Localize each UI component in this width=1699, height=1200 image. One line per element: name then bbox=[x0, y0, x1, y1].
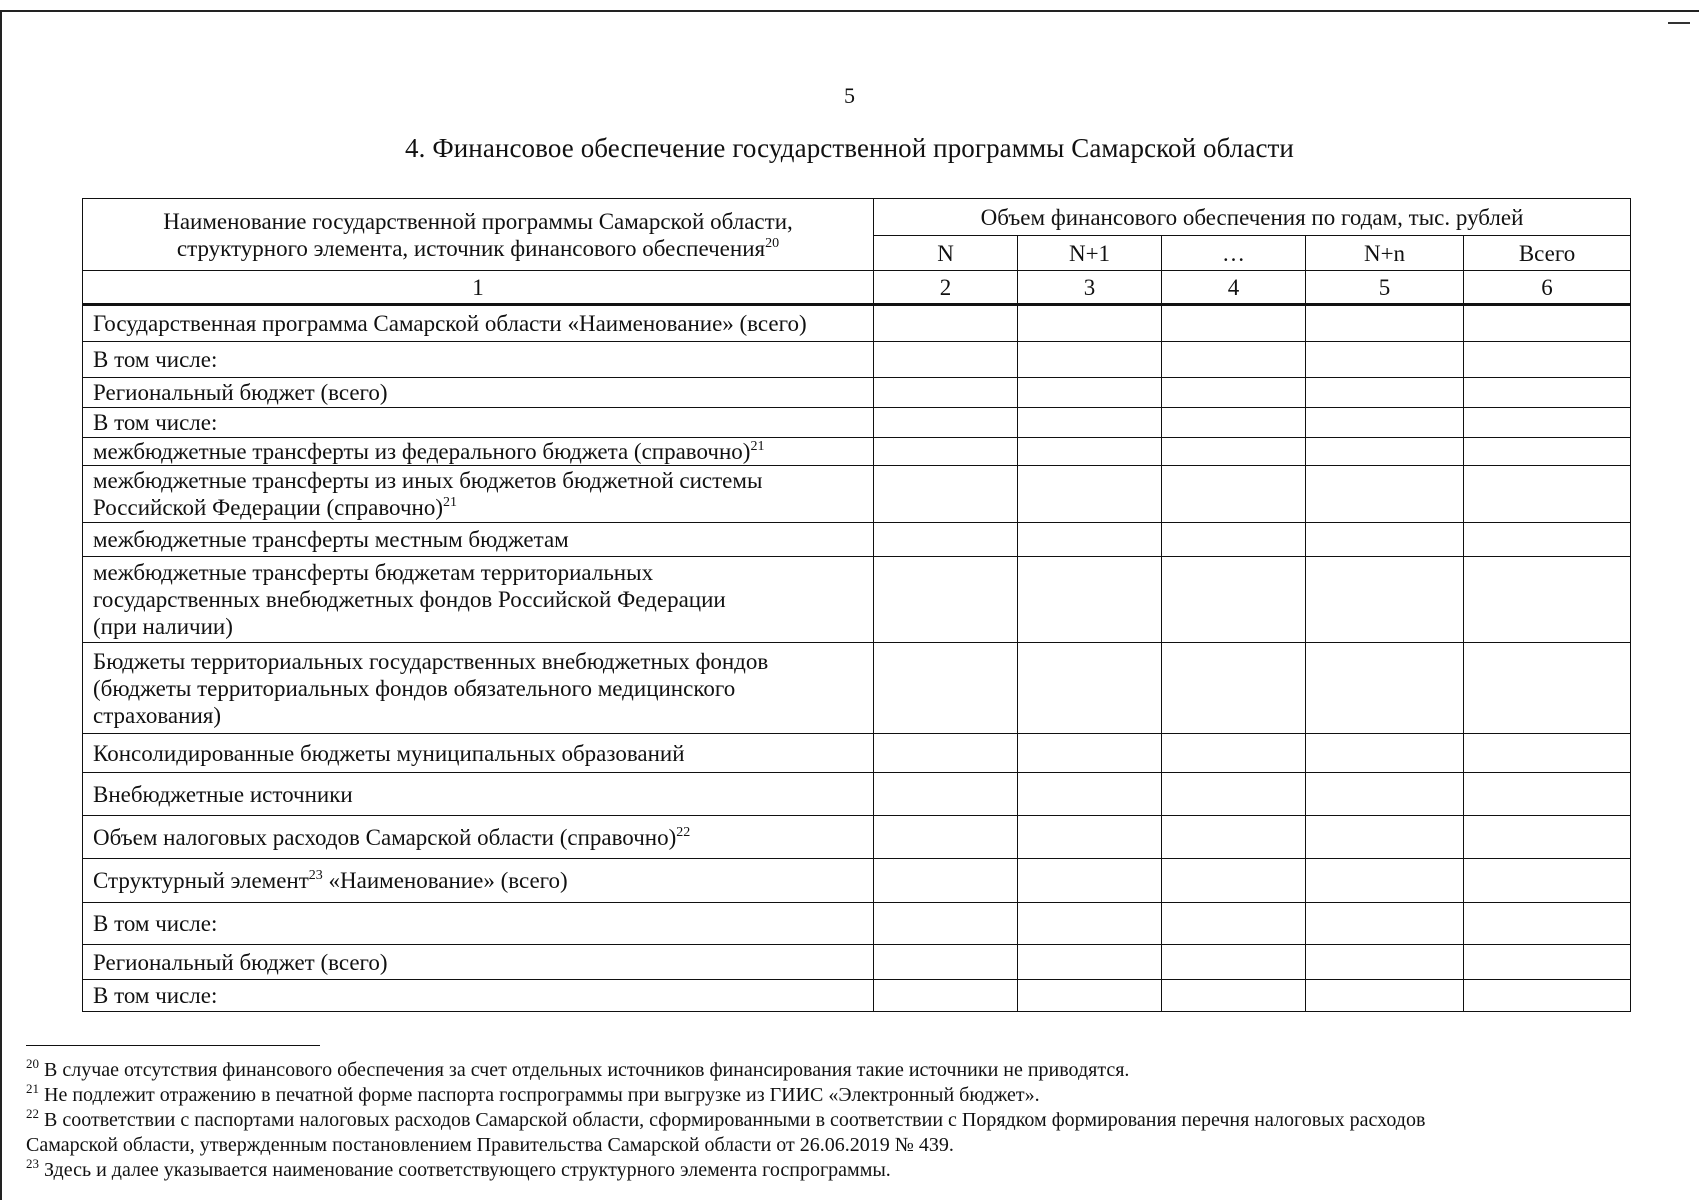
value-cell bbox=[1306, 378, 1464, 408]
row-label: В том числе: bbox=[83, 342, 874, 378]
row-label-line: (бюджеты территориальных фондов обязательного медицинского bbox=[93, 675, 736, 701]
scan-mark bbox=[1668, 22, 1690, 24]
year-header-n-plus-n: N+n bbox=[1306, 236, 1464, 271]
row-label: Внебюджетные источники bbox=[83, 773, 874, 816]
row-label-line: государственных внебюджетных фондов Российской Федерации bbox=[93, 587, 726, 612]
year-header-n-plus-1: N+1 bbox=[1018, 236, 1162, 271]
row-label bbox=[83, 816, 874, 859]
scan-border-left bbox=[0, 10, 2, 1200]
value-cell bbox=[1162, 816, 1306, 859]
value-cell bbox=[1018, 305, 1162, 342]
row-label-line: Бюджеты территориальных государственных внебюджетных фондов bbox=[93, 648, 769, 674]
table-row bbox=[83, 734, 1631, 773]
value-cell bbox=[1162, 408, 1306, 438]
value-cell bbox=[1018, 816, 1162, 859]
footnote-number: 21 bbox=[26, 1081, 39, 1096]
value-cell bbox=[1306, 980, 1464, 1012]
footnote-text: Самарской области, утвержденным постановлением Правительства Самарской области от 26.06.2019 № 439. bbox=[26, 1134, 954, 1156]
table-row bbox=[83, 980, 1631, 1012]
value-cell bbox=[1018, 734, 1162, 773]
value-cell bbox=[1464, 408, 1631, 438]
value-cell bbox=[874, 734, 1018, 773]
section-title: 4. Финансовое обеспечение государственной программы Самарской области bbox=[405, 133, 1294, 163]
footnote-text: Не подлежит отражению в печатной форме паспорта госпрограммы при выгрузке из ГИИС «Электронный бюджет». bbox=[44, 1084, 1040, 1106]
value-cell bbox=[1018, 557, 1162, 643]
row-label bbox=[83, 859, 874, 903]
row-label bbox=[83, 557, 874, 643]
row-label: Региональный бюджет (всего) bbox=[83, 945, 874, 980]
value-cell bbox=[1306, 557, 1464, 643]
footnote bbox=[26, 1158, 1666, 1183]
value-cell bbox=[1306, 643, 1464, 734]
column-number: 2 bbox=[874, 271, 1018, 305]
year-header-n: N bbox=[874, 236, 1018, 271]
name-column-header bbox=[83, 199, 874, 271]
footnote-number: 20 bbox=[26, 1056, 39, 1071]
value-cell bbox=[874, 903, 1018, 945]
value-cell bbox=[874, 305, 1018, 342]
value-cell bbox=[1464, 903, 1631, 945]
value-cell bbox=[1464, 980, 1631, 1012]
row-label-line: (при наличии) bbox=[93, 614, 233, 639]
value-cell bbox=[1306, 523, 1464, 557]
column-number: 1 bbox=[83, 271, 874, 305]
row-label-text: Объем налоговых расходов Самарской области (справочно) bbox=[93, 824, 677, 850]
value-cell bbox=[1464, 945, 1631, 980]
financing-table bbox=[82, 198, 1631, 1012]
value-cell bbox=[1162, 945, 1306, 980]
value-cell bbox=[1018, 342, 1162, 378]
value-cell bbox=[874, 557, 1018, 643]
value-cell bbox=[1306, 859, 1464, 903]
footnote-text: В соответствии с паспортами налоговых расходов Самарской области, сформированными в соответствии с Порядком формирования перечня налоговых расходов bbox=[44, 1109, 1426, 1131]
value-cell bbox=[1018, 523, 1162, 557]
table-row bbox=[83, 378, 1631, 408]
table-row bbox=[83, 438, 1631, 466]
footnote-ref: 23 bbox=[308, 868, 323, 883]
value-cell bbox=[1306, 945, 1464, 980]
value-cell bbox=[1464, 643, 1631, 734]
value-cell bbox=[1306, 816, 1464, 859]
value-cell bbox=[1018, 643, 1162, 734]
column-number: 3 bbox=[1018, 271, 1162, 305]
value-cell bbox=[1162, 859, 1306, 903]
value-cell bbox=[1018, 438, 1162, 466]
footnote bbox=[26, 1083, 1666, 1108]
row-label: Региональный бюджет (всего) bbox=[83, 378, 874, 408]
row-label-text: межбюджетные трансферты из федерального бюджета (справочно) bbox=[93, 439, 751, 464]
value-cell bbox=[874, 980, 1018, 1012]
value-cell bbox=[1306, 408, 1464, 438]
value-cell bbox=[1464, 438, 1631, 466]
value-cell bbox=[1464, 305, 1631, 342]
table-row bbox=[83, 773, 1631, 816]
value-cell bbox=[1162, 643, 1306, 734]
footnote bbox=[26, 1058, 1666, 1083]
table-row bbox=[83, 305, 1631, 342]
value-cell bbox=[1018, 859, 1162, 903]
table-row bbox=[83, 408, 1631, 438]
year-header-total: Всего bbox=[1464, 236, 1631, 271]
column-number: 5 bbox=[1306, 271, 1464, 305]
value-cell bbox=[1018, 466, 1162, 523]
row-label bbox=[83, 466, 874, 523]
footnote-number: 23 bbox=[26, 1156, 39, 1171]
footnote-ref: 21 bbox=[750, 439, 765, 454]
value-cell bbox=[1162, 378, 1306, 408]
value-cell bbox=[874, 859, 1018, 903]
footnote-number: 22 bbox=[26, 1106, 39, 1121]
column-number-row bbox=[83, 271, 1631, 305]
value-cell bbox=[1162, 305, 1306, 342]
row-label-text: «Наименование» (всего) bbox=[322, 868, 568, 893]
row-label-line: страхования) bbox=[93, 702, 221, 728]
value-cell bbox=[874, 643, 1018, 734]
value-cell bbox=[874, 466, 1018, 523]
table-row bbox=[83, 945, 1631, 980]
value-cell bbox=[1162, 903, 1306, 945]
value-cell bbox=[1306, 773, 1464, 816]
value-cell bbox=[874, 342, 1018, 378]
row-label-line: межбюджетные трансферты бюджетам территориальных bbox=[93, 560, 654, 585]
table-row bbox=[83, 523, 1631, 557]
value-cell bbox=[1162, 523, 1306, 557]
value-cell bbox=[1464, 342, 1631, 378]
volume-caption: Объем финансового обеспечения по годам, тыс. рублей bbox=[874, 199, 1631, 236]
footnote-ref: 20 bbox=[765, 235, 780, 251]
column-number: 4 bbox=[1162, 271, 1306, 305]
value-cell bbox=[874, 378, 1018, 408]
value-cell bbox=[1306, 734, 1464, 773]
row-label-text: Структурный элемент bbox=[93, 868, 309, 893]
value-cell bbox=[1306, 342, 1464, 378]
value-cell bbox=[1018, 378, 1162, 408]
value-cell bbox=[1018, 945, 1162, 980]
table-row bbox=[83, 342, 1631, 378]
value-cell bbox=[1162, 773, 1306, 816]
row-label: В том числе: bbox=[83, 903, 874, 945]
value-cell bbox=[1306, 305, 1464, 342]
footnote-text: Здесь и далее указывается наименование соответствующего структурного элемента госпрограммы. bbox=[44, 1159, 891, 1181]
value-cell bbox=[1306, 903, 1464, 945]
value-cell bbox=[874, 945, 1018, 980]
value-cell bbox=[874, 773, 1018, 816]
value-cell bbox=[1464, 378, 1631, 408]
table-row bbox=[83, 643, 1631, 734]
value-cell bbox=[1464, 859, 1631, 903]
value-cell bbox=[874, 408, 1018, 438]
footnote-ref: 22 bbox=[676, 824, 691, 840]
value-cell bbox=[1162, 342, 1306, 378]
row-label-line: Российской Федерации (справочно) bbox=[93, 495, 443, 520]
value-cell bbox=[1464, 466, 1631, 523]
value-cell bbox=[1464, 557, 1631, 643]
value-cell bbox=[1464, 773, 1631, 816]
row-label: Государственная программа Самарской области «Наименование» (всего) bbox=[83, 305, 874, 342]
page-number: 5 bbox=[844, 83, 855, 108]
value-cell bbox=[874, 438, 1018, 466]
table-row bbox=[83, 903, 1631, 945]
row-label: В том числе: bbox=[83, 408, 874, 438]
row-label: межбюджетные трансферты местным бюджетам bbox=[83, 523, 874, 557]
footnote-text: В случае отсутствия финансового обеспечения за счет отдельных источников финансирования такие источники не приводятся. bbox=[44, 1059, 1130, 1081]
row-label: В том числе: bbox=[83, 980, 874, 1012]
column-number: 6 bbox=[1464, 271, 1631, 305]
value-cell bbox=[1018, 773, 1162, 816]
value-cell bbox=[1162, 438, 1306, 466]
row-label-line: межбюджетные трансферты из иных бюджетов бюджетной системы bbox=[93, 468, 763, 493]
name-header-line1: Наименование государственной программы Самарской области, bbox=[163, 208, 793, 234]
value-cell bbox=[1018, 903, 1162, 945]
year-header-ellipsis: … bbox=[1162, 236, 1306, 271]
value-cell bbox=[874, 523, 1018, 557]
value-cell bbox=[1018, 980, 1162, 1012]
header-row bbox=[83, 199, 1631, 236]
value-cell bbox=[1464, 816, 1631, 859]
value-cell bbox=[874, 816, 1018, 859]
table-row bbox=[83, 466, 1631, 523]
row-label: Консолидированные бюджеты муниципальных образований bbox=[83, 734, 874, 773]
value-cell bbox=[1464, 734, 1631, 773]
row-label bbox=[83, 643, 874, 734]
footnote bbox=[26, 1108, 1666, 1158]
value-cell bbox=[1162, 980, 1306, 1012]
name-header-line2: структурного элемента, источник финансового обеспечения bbox=[176, 235, 766, 261]
value-cell bbox=[1464, 523, 1631, 557]
table-row bbox=[83, 557, 1631, 643]
value-cell bbox=[1162, 557, 1306, 643]
footnotes bbox=[26, 1058, 1666, 1183]
value-cell bbox=[1018, 408, 1162, 438]
value-cell bbox=[1162, 734, 1306, 773]
table-row bbox=[83, 816, 1631, 859]
footnote-ref: 21 bbox=[443, 495, 457, 510]
row-label bbox=[83, 438, 874, 466]
table-row bbox=[83, 859, 1631, 903]
value-cell bbox=[1306, 466, 1464, 523]
footnote-separator bbox=[26, 1045, 320, 1046]
scan-border-top bbox=[0, 10, 1699, 12]
value-cell bbox=[1162, 466, 1306, 523]
value-cell bbox=[1306, 438, 1464, 466]
